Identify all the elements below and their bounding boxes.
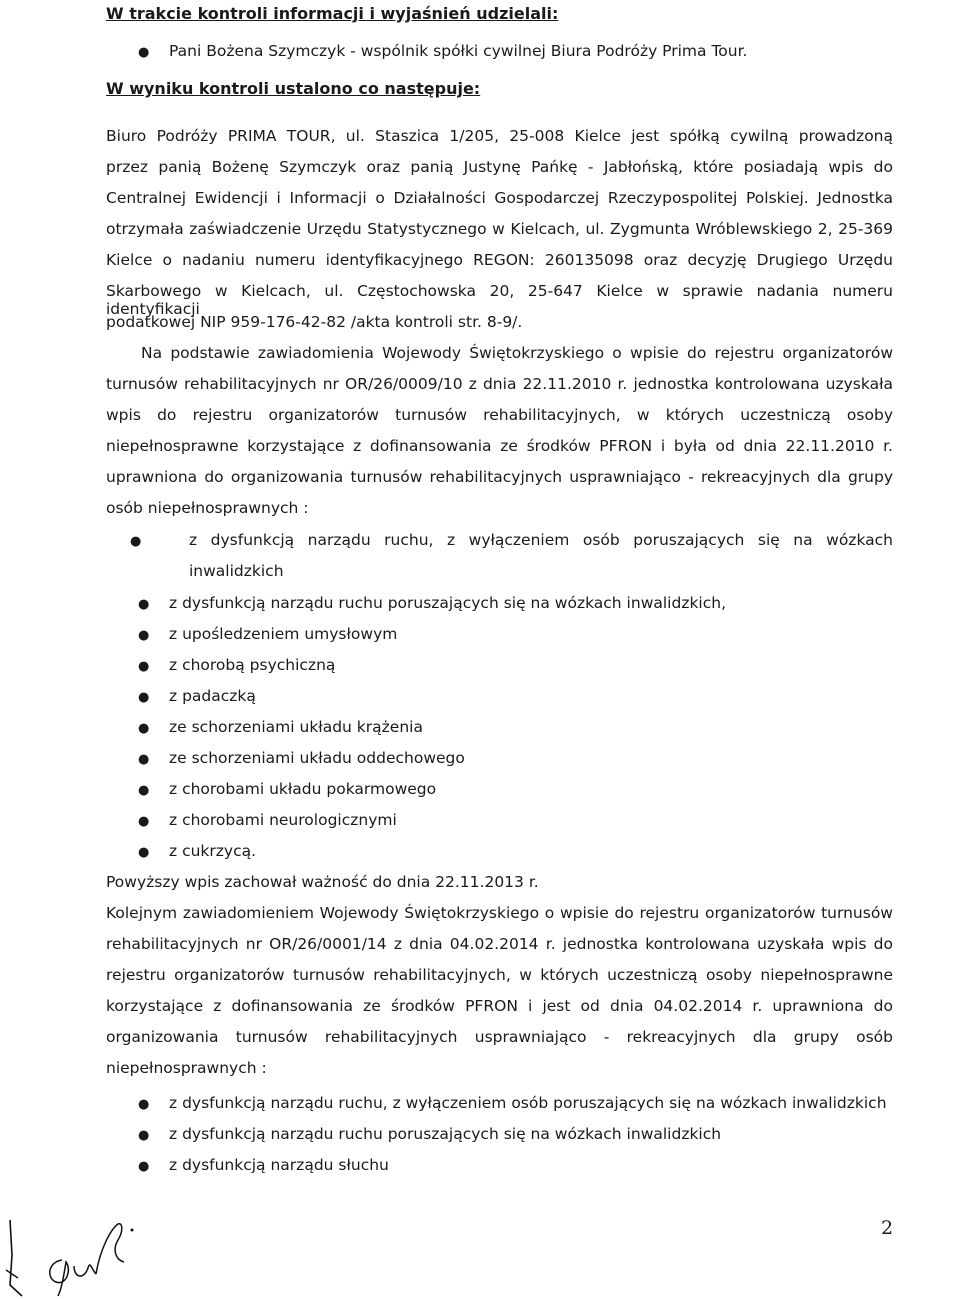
para2-line: turnusów rehabilitacyjnych nr OR/26/0009/10 z dnia 22.11.2010 r. jednostka kontrolowana uzyskała [106, 375, 893, 393]
list1-item-continuation: inwalidzkich [189, 562, 284, 580]
para2-line: uprawniona do organizowania turnusów rehabilitacyjnych usprawniająco - rekreacyjnych dla grupy [106, 468, 893, 486]
list1-item: z upośledzeniem umysłowym [169, 625, 398, 643]
para2-line: osób niepełnosprawnych : [106, 499, 309, 517]
informant-line: Pani Bożena Szymczyk - wspólnik spółki cywilnej Biura Podróży Prima Tour. [169, 42, 748, 60]
heading-informants: W trakcie kontroli informacji i wyjaśnień udzielali: [106, 4, 559, 23]
handwritten-signature [0, 1200, 150, 1299]
bullet-dot: ● [138, 752, 150, 767]
list2-item: z dysfunkcją narządu ruchu, z wyłączeniem osób poruszających się na wózkach inwalidzkich [169, 1094, 887, 1112]
list2-item: z dysfunkcją narządu słuchu [169, 1156, 389, 1174]
bullet-dot: ● [138, 628, 150, 643]
para2-line: niepełnosprawne korzystające z dofinansowania ze środków PFRON i była od dnia 22.11.2010 r. [106, 437, 893, 455]
bullet-dot: ● [138, 783, 150, 798]
heading-findings: W wyniku kontroli ustalono co następuje: [106, 79, 481, 98]
list1-item: z chorobami neurologicznymi [169, 811, 397, 829]
bullet-dot: ● [130, 534, 142, 549]
list1-item: ze schorzeniami układu krążenia [169, 718, 423, 736]
list1-item: z dysfunkcją narządu ruchu poruszających się na wózkach inwalidzkich, [169, 594, 727, 612]
bullet-dot: ● [138, 1159, 150, 1174]
bullet-dot: ● [138, 597, 150, 612]
bullet-dot: ● [138, 721, 150, 736]
para1-line: podatkowej NIP 959-176-42-82 /akta kontroli str. 8-9/. [106, 313, 523, 331]
bullet-dot: ● [138, 690, 150, 705]
para3-line: korzystające z dofinansowania ze środków PFRON i jest od dnia 04.02.2014 r. uprawniona do [106, 997, 893, 1015]
para1-line: Biuro Podróży PRIMA TOUR, ul. Staszica 1/205, 25-008 Kielce jest spółką cywilną prowadzoną [106, 127, 893, 145]
para1-line: Skarbowego w Kielcach, ul. Częstochowska 20, 25-647 Kielce w sprawie nadania numeru identyfikacji [106, 282, 893, 318]
list1-item: z chorobami układu pokarmowego [169, 780, 437, 798]
bullet-dot: ● [138, 845, 150, 860]
para3-line: rehabilitacyjnych nr OR/26/0001/14 z dnia 04.02.2014 r. jednostka kontrolowana uzyskała wpis do [106, 935, 893, 953]
para1-line: Centralnej Ewidencji i Informacji o Działalności Gospodarczej Rzeczypospolitej Polskiej. Jednostka [106, 189, 893, 207]
para3-line: organizowania turnusów rehabilitacyjnych usprawniająco - rekreacyjnych dla grupy osób [106, 1028, 893, 1046]
para3-line: niepełnosprawnych : [106, 1059, 267, 1077]
list1-item: z chorobą psychiczną [169, 656, 336, 674]
list1-item: ze schorzeniami układu oddechowego [169, 749, 465, 767]
bullet-dot: ● [138, 1128, 150, 1143]
page-number: 2 [881, 1217, 894, 1239]
para2-line: Na podstawie zawiadomienia Wojewody Świętokrzyskiego o wpisie do rejestru organizatorów [141, 344, 893, 362]
para1-line: otrzymała zaświadczenie Urzędu Statystycznego w Kielcach, ul. Zygmunta Wróblewskiego 2, 25-369 [106, 220, 893, 238]
list1-item: z dysfunkcją narządu ruchu, z wyłączeniem osób poruszających się na wózkach [189, 531, 893, 549]
para3-line: rejestru organizatorów turnusów rehabilitacyjnych, w których uczestniczą osoby niepełnosprawne [106, 966, 893, 984]
bullet-dot: ● [138, 45, 150, 60]
validity-note: Powyższy wpis zachował ważność do dnia 22.11.2013 r. [106, 873, 539, 891]
list1-item: z padaczką [169, 687, 256, 705]
bullet-dot: ● [138, 814, 150, 829]
bullet-dot: ● [138, 1097, 150, 1112]
list2-item: z dysfunkcją narządu ruchu poruszających się na wózkach inwalidzkich [169, 1125, 722, 1143]
list1-item: z cukrzycą. [169, 842, 257, 860]
para1-line: przez panią Bożenę Szymczyk oraz panią Justynę Pańkę - Jabłońską, które posiadają wpis do [106, 158, 893, 176]
para2-line: wpis do rejestru organizatorów turnusów rehabilitacyjnych, w których uczestniczą osoby [106, 406, 893, 424]
para3-line: Kolejnym zawiadomieniem Wojewody Świętokrzyskiego o wpisie do rejestru organizatorów turnusów [106, 904, 893, 922]
para1-line: Kielce o nadaniu numeru identyfikacyjnego REGON: 260135098 oraz decyzję Drugiego Urzędu [106, 251, 893, 269]
bullet-dot: ● [138, 659, 150, 674]
